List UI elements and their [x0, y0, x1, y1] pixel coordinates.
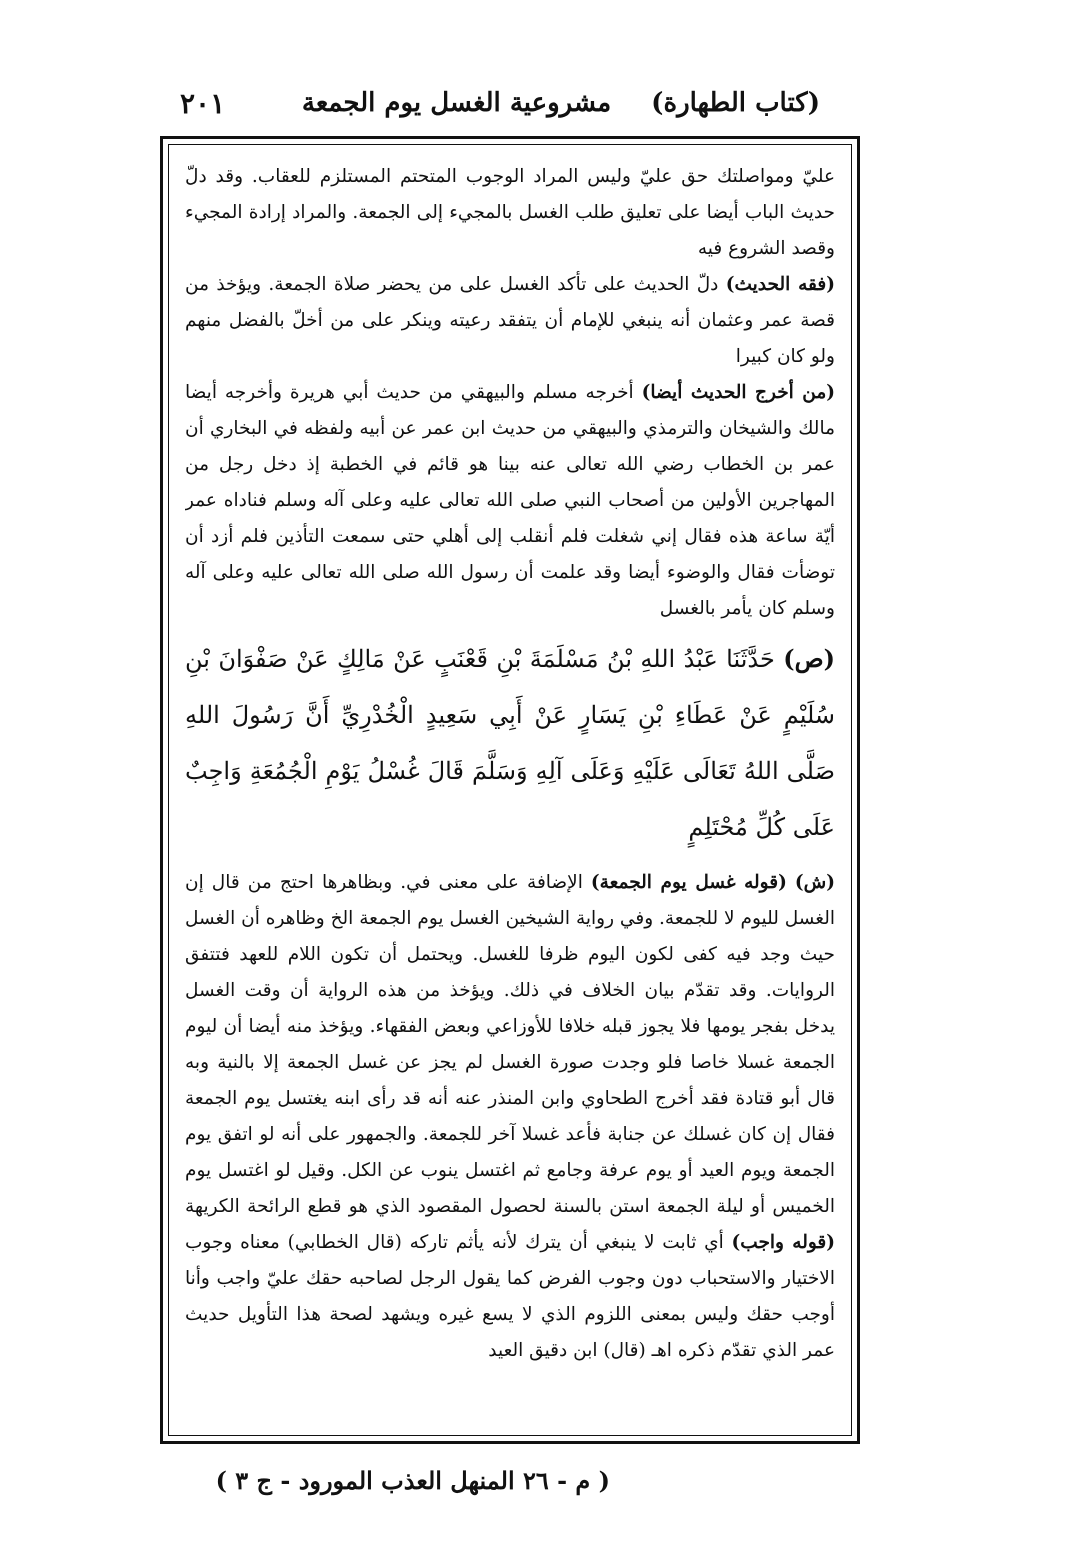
book-title: (كتاب الطهارة) — [651, 88, 820, 118]
text-frame — [160, 136, 860, 1444]
sharh-marker: (ش) — [794, 872, 835, 893]
page-body — [185, 159, 835, 1427]
sharh-text-2: أي ثابت لا ينبغي أن يترك لأنه يأثم تاركه (قال الخطابي) معناه وجوب الاختيار والاستحباب دون وجوب الفرض كما يقول الرجل لصاحبه حقك عليّ واجب وأنا أوجب حقك وليس بمعنى اللزوم الذي لا يسع غيره ويشهد لصحة هذا التأويل حديث عمر الذي تقدّم ذكره اهـ (قال) ابن دقيق العيد — [185, 1232, 835, 1361]
page-footer: ( م - ٢٦ المنهل العذب المورود - ج ٣ ) — [215, 1466, 610, 1495]
paragraph-text: دلّ الحديث على تأكد الغسل على من يحضر صلاة الجمعة. ويؤخذ من قصة عمر وعثمان أنه ينبغي للإمام أن يتفقد رعيته وينكر على من أخلّ بالفضل منهم ولو كان كبيرا — [185, 274, 835, 367]
page-header — [180, 78, 820, 128]
running-title — [302, 88, 820, 118]
sharh-subheading-2: (قوله واجب) — [731, 1232, 835, 1253]
page-number: ٢٠١ — [180, 86, 226, 120]
sharh-subheading: (قوله غسل يوم الجمعة) — [590, 872, 787, 893]
paragraph-continuation — [185, 159, 835, 267]
paragraph-takhrij — [185, 375, 835, 627]
chapter-title: مشروعية الغسل يوم الجمعة — [301, 88, 612, 118]
paragraph-text: عليّ ومواصلتك حق عليّ وليس المراد الوجوب المتحتم المستلزم للعقاب. وقد دلّ حديث الباب أيضا على تعليق طلب الغسل بالمجيء إلى الجمعة. والمراد إرادة المجيء وقصد الشروع فيه — [185, 166, 835, 259]
paragraph-text: أخرجه مسلم والبيهقي من حديث أبي هريرة وأخرجه أيضا مالك والشيخان والترمذي والبيهقي من حديث ابن عمر عن أبيه ولفظه في البخاري أن عمر بن الخطاب رضي الله تعالى عنه بينا هو قائم في الخطبة إذ دخل رجل من المهاجرين الأولين من أصحاب النبي صلى الله تعالى عليه وعلى آله وسلم فناداه عمر أيّة ساعة هذه فقال إني شغلت فلم أنقلب إلى أهلي حتى سمعت التأذين فلم أزد أن توضأت فقال والوضوء أيضا وقد علمت أن رسول الله صلى الله تعالى عليه وعلى آله وسلم كان يأمر بالغسل — [185, 382, 835, 619]
hadith-marker: (ص) — [783, 644, 835, 673]
section-heading: (من أخرج الحديث أيضا) — [641, 382, 835, 403]
section-heading: (فقه الحديث) — [725, 274, 835, 295]
sharh-text: الإضافة على معنى في. وبظاهرها احتج من قال إن الغسل لليوم لا للجمعة. وفي رواية الشيخين الغسل يوم الجمعة الخ وظاهره أن الغسل حيث وجد فيه كفى لكون اليوم ظرفا للغسل. ويحتمل أن تكون اللام للعهد فتتفق الروايات. وقد تقدّم بيان الخلاف في ذلك. ويؤخذ من هذه الرواية أن وقت الغسل يدخل بفجر يومها فلا يجوز قبله خلافا للأوزاعي وبعض الفقهاء. ويؤخذ منه أيضا أن ليوم الجمعة غسلا خاصا فلو وجدت صورة الغسل لم يجز عن غسل الجمعة إلا بالنية وبه قال أبو قتادة فقد أخرج الطحاوي وابن المنذر عنه أنه قد رأى ابنه يغتسل يوم الجمعة فقال إن كان غسلك عن جنابة فأعد غسلا آخر للجمعة. والجمهور على أنه لو اتفق يوم الجمعة ويوم العيد أو يوم عرفة وجامع ثم اغتسل ينوب عن الكل. وقيل لو اغتسل يوم الخميس أو ليلة الجمعة استن بالسنة لحصول المقصود الذي هو قطع الرائحة الكريهة — [185, 872, 835, 1217]
paragraph-fiqh — [185, 267, 835, 375]
hadith-body: حَدَّثَنَا عَبْدُ اللهِ بْنُ مَسْلَمَةَ بْنِ قَعْنَبٍ عَنْ مَالِكٍ عَنْ صَفْوَانَ بْنِ سُلَيْمٍ عَنْ عَطَاءِ بْنِ يَسَارٍ عَنْ أَبِي سَعِيدٍ الْخُدْرِيِّ أَنَّ رَسُولَ اللهِ صَلَّى اللهُ تَعَالَى عَلَيْهِ وَعَلَى آلِهِ وَسَلَّمَ قَالَ غُسْلُ يَوْمِ الْجُمُعَةِ وَاجِبٌ عَلَى كُلِّ مُحْتَلِمٍ — [185, 645, 835, 841]
sharh-paragraph — [185, 865, 835, 1369]
hadith-text — [185, 631, 835, 855]
